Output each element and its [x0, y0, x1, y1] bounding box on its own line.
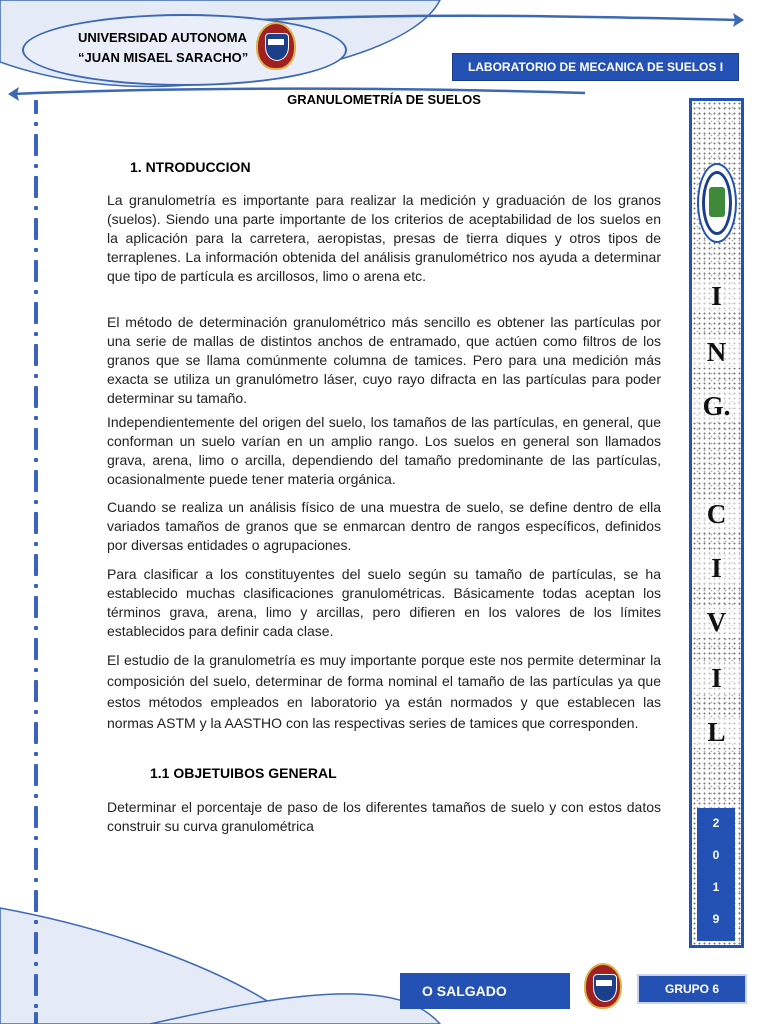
- university-name-line1: UNIVERSIDAD AUTONOMA: [78, 30, 248, 45]
- paragraph-objective: Determinar el porcentaje de paso de los diferentes tamaños de suelo y con estos datos construir su curva granulométrica: [107, 799, 661, 834]
- university-seal-icon: [584, 963, 622, 1009]
- year-digit: 2: [712, 816, 720, 830]
- sidebar-letter: L: [692, 717, 741, 748]
- year-box: [697, 808, 735, 941]
- paragraph-analysis: Cuando se realiza un análisis físico de una muestra de suelo, se define dentro de ella variados tamaños de granos que se enmarcan dentro de rangos específicos, definidos por diversas entidades o agrupaciones.: [107, 499, 661, 553]
- document-title: GRANULOMETRÍA DE SUELOS: [287, 92, 481, 107]
- left-dashed-border: [32, 100, 40, 1024]
- paragraph-method: El método de determinación granulométrico más sencillo es obtener las partículas por una serie de mallas de distintos anchos de entramado, que actúen como filtros de los granos que se llama comúnmente columna de tamices. Pero para una medición más exacta se utiliza un granulómetro láser, cuyo rayo difracta en las partículas para poder determinar su tamaño.: [107, 314, 661, 406]
- sidebar-letter: I: [692, 663, 741, 694]
- sidebar-letter: I: [692, 553, 741, 584]
- section-1-1-heading: 1.1 OBJETUIBOS GENERAL: [150, 765, 337, 781]
- group-label: GRUPO 6: [664, 982, 719, 996]
- year-digit: 9: [712, 912, 720, 926]
- lab-title-box: [452, 53, 739, 81]
- year-digit: 0: [712, 848, 720, 862]
- sidebar-letter: N: [692, 337, 741, 368]
- right-sidebar: [689, 98, 744, 948]
- paragraph-intro: La granulometría es importante para realizar la medición y graduación de los granos (suelos). Siendo una parte importante de los criterios de aceptabilidad de los suelos en la aplicación para la carretera, aeropistas, presas de tierra diques y otros tipos de terraplenes. La información obtenida del análisis granulométrico nos ayuda a determinar que tipo de partícula es arcillosos, limo o arena etc.: [107, 192, 661, 284]
- university-name-line2: “JUAN MISAEL SARACHO”: [78, 50, 249, 65]
- paragraph-classification: Para clasificar a los constituyentes del suelo según su tamaño de partículas, se ha establecido muchas clasificaciones granulométricas. Básicamente todas aceptan los términos grava, arena, limo y arcillas, pero difieren en los valores de los límites establecidos para definir cada clase.: [107, 566, 661, 639]
- year-digit: 1: [712, 880, 720, 894]
- footer-author-box: [400, 973, 570, 1009]
- section-1-heading: 1. NTRODUCCION: [130, 159, 251, 175]
- sidebar-letter: I: [692, 281, 741, 312]
- faculty-logo-icon: [697, 163, 737, 243]
- sidebar-letter: G.: [692, 391, 741, 422]
- paragraph-importance: El estudio de la granulometría es muy importante porque este nos permite determinar la composición del suelo, determinar de forma nominal el tamaño de las partículas ya que estos métodos empleados en laboratorio ya están normados y que establecen las normas ASTM y la AASTHO con las respectivas series de tamices que corresponden.: [107, 652, 661, 731]
- sidebar-letter: V: [692, 607, 741, 638]
- group-box: [637, 974, 747, 1004]
- lab-title: LABORATORIO DE MECANICA DE SUELOS I: [467, 60, 724, 74]
- paragraph-origin: Independientemente del origen del suelo, los tamaños de las partículas, en general, que conforman un suelo varían en un amplio rango. Los suelos en general son llamados grava, arena, limo o arcilla, dependiendo del tamaño predominante de las partículas, ocasionalmente puede tener materia orgánica.: [107, 414, 661, 487]
- sidebar-letter: C: [692, 499, 741, 530]
- footer-author: O SALGADO: [422, 983, 507, 999]
- university-seal-icon: [256, 22, 296, 70]
